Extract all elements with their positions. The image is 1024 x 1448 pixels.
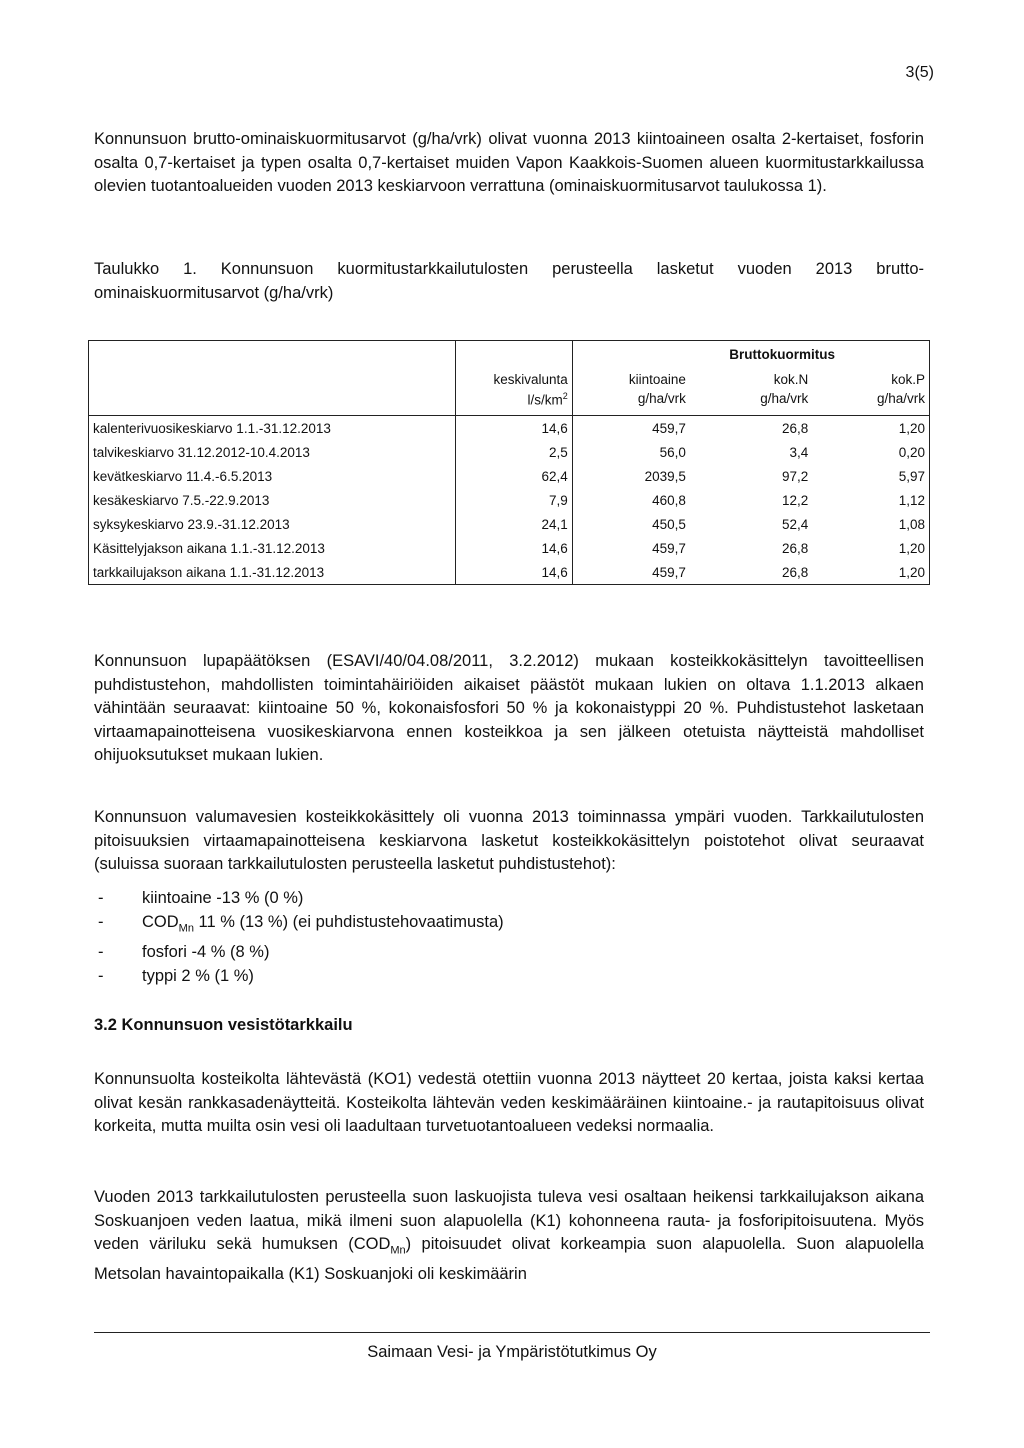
table-row <box>89 560 930 585</box>
table-cell: 26,8 <box>782 420 809 436</box>
table-group-header-row <box>89 341 930 368</box>
table-cell: 450,5 <box>572 512 690 536</box>
intro-paragraph: Konnunsuon brutto-ominaiskuormitusarvot (g/ha/vrk) olivat vuonna 2013 kiintoaineen osalta 2-kertaiset, fosforin osalta 0,7-kertaiset ja typen osalta 0,7-kertaiset muiden Vapon Kaakkois-Suomen alueen kuormitustarkkailussa olevien tuotantoalueiden vuoden 2013 keskiarvoon verrattuna (ominaiskuormitusarvot taulukossa 1). <box>94 130 924 195</box>
table-row <box>89 416 930 441</box>
load-table <box>88 340 930 585</box>
row-label: syksykeskiarvo 23.9.-31.12.2013 <box>93 516 290 532</box>
list-item: - typpi 2 % (1 %) <box>98 967 254 986</box>
table-column-header-row <box>89 367 930 391</box>
row-label: kevätkeskiarvo 11.4.-6.5.2013 <box>93 468 273 484</box>
page-number: 3(5) <box>905 64 934 81</box>
table-cell: 459,7 <box>572 560 690 585</box>
table-cell: 0,20 <box>898 444 925 460</box>
table-cell: 460,8 <box>572 488 690 512</box>
column-header: kiintoaine <box>572 367 690 391</box>
table-row <box>89 512 930 536</box>
table-cell: 97,2 <box>782 468 809 484</box>
row-label: kalenterivuosikeskiarvo 1.1.-31.12.2013 <box>93 420 331 436</box>
table-cell: 3,4 <box>789 444 809 460</box>
table-cell: 12,2 <box>782 492 809 508</box>
table-cell: 14,6 <box>455 416 572 441</box>
column-header: keskivalunta <box>455 367 572 391</box>
table-cell: 14,6 <box>455 536 572 560</box>
table-cell: 26,8 <box>782 540 809 556</box>
column-header: kok.P <box>891 371 925 387</box>
table-unit-row <box>89 391 930 416</box>
table-cell: 56,0 <box>572 440 690 464</box>
table-cell: 2039,5 <box>572 464 690 488</box>
group-header: Bruttokuormitus <box>572 341 929 368</box>
unit-label: g/ha/vrk <box>876 391 925 406</box>
unit-label: $l/s/km^2$ <box>455 391 572 416</box>
row-label: kesäkeskiarvo 7.5.-22.9.2013 <box>93 492 270 508</box>
table-cell: 52,4 <box>782 516 809 532</box>
section-heading: 3.2 Konnunsuon vesistötarkkailu <box>94 1016 353 1034</box>
table-cell: 1,20 <box>812 560 929 585</box>
vesisto-paragraph: Konnunsuolta kosteikolta lähtevästä (KO1) vedestä otettiin vuonna 2013 näytteet 20 kertaa, joista kaksi kertaa olivat kesän rankkasadenäytteitä. Kosteikolta lähtevän veden keskimääräinen kiintoaine.- ja rautapitoisuus olivat korkeita, mutta muilta osin vesi oli laadultaan turvetuotantoalueen vedeksi normaalia. <box>94 1070 924 1135</box>
results-list <box>94 886 504 988</box>
unit-label: g/ha/vrk <box>760 391 809 406</box>
table-cell: 459,7 <box>572 416 690 441</box>
wetland-paragraph: Konnunsuon valumavesien kosteikkokäsittely oli vuonna 2013 toiminnassa ympäri vuoden. Tarkkailutulosten pitoisuuksien virtaamapainotteisena keskiarvona lasketut kosteikkokäsittelyn poistotehot olivat seuraavat (suluissa suoraan tarkkailutulosten perusteella lasketut puhdistustehot): <box>94 808 924 873</box>
footer-company: Saimaan Vesi- ja Ympäristötutkimus Oy <box>367 1343 657 1361</box>
table-row <box>89 464 930 488</box>
table-cell: 1,20 <box>898 420 925 436</box>
footer-divider <box>94 1332 930 1333</box>
row-label: Käsittelyjakson aikana 1.1.-31.12.2013 <box>93 540 325 556</box>
table-cell: 62,4 <box>455 464 572 488</box>
table-cell: 1,08 <box>898 516 925 532</box>
unit-label: g/ha/vrk <box>572 391 690 416</box>
list-item: - fosfori -4 % (8 %) <box>98 943 270 962</box>
row-label: tarkkailujakson aikana 1.1.-31.12.2013 <box>89 560 456 585</box>
table-caption: Taulukko 1. Konnunsuon kuormitustarkkailutulosten perusteella lasketut vuoden 2013 brutto-ominaiskuormitusarvot (g/ha/vrk) <box>94 260 924 302</box>
row-label: talvikeskiarvo 31.12.2012-10.4.2013 <box>93 444 310 460</box>
list-item: - kiintoaine -13 % (0 %) <box>98 889 304 907</box>
list-item: - $COD_{Mn}$ 11 % (13 %) (ei puhdistustehovaatimusta) <box>98 913 504 935</box>
table-row <box>89 440 930 464</box>
table-cell: 14,6 <box>455 560 572 585</box>
table-row <box>89 488 930 512</box>
table-cell: 2,5 <box>455 440 572 464</box>
table-cell: 1,20 <box>898 540 925 556</box>
table-cell: 459,7 <box>572 536 690 560</box>
table-cell: 26,8 <box>690 560 812 585</box>
observation-paragraph: Vuoden 2013 tarkkailutulosten perusteella suon laskuojista tuleva vesi osaltaan heikensi tarkkailujakson aikana Soskuanjoen veden laatua, mikä ilmeni suon alapuolella (K1) kohonneena rauta- ja fosforipitoisuutena. Myös veden väriluku sekä humuksen $(COD_{Mn})$ pitoisuudet olivat korkeampia suon alapuolella. Suon alapuolella Metsolan havaintopaikalla (K1) Soskuanjoki oli keskimäärin <box>94 1188 924 1283</box>
permit-paragraph: Konnunsuon lupapäätöksen (ESAVI/40/04.08/2011, 3.2.2012) mukaan kosteikkokäsittelyn tavoitteellisen puhdistustehon, mahdollisten toimintahäiriöiden aikaiset päästöt mukaan lukien on oltava 1.1.2013 alkaen vähintään seuraavat: kiintoaine 50 %, kokonaisfosfori 50 % ja kokonaistyppi 20 %. Puhdistustehot lasketaan virtaamapainotteisena vuosikeskiarvona ennen kosteikkoa ja sen jälkeen otetuista näytteistä mahdolliset ohijuoksutukset mukaan lukien. <box>94 652 924 764</box>
table-cell: 7,9 <box>455 488 572 512</box>
table-row <box>89 536 930 560</box>
table-cell: 24,1 <box>455 512 572 536</box>
column-header: kok.N <box>773 371 809 387</box>
table-cell: 1,12 <box>898 492 925 508</box>
table-cell: 5,97 <box>898 468 925 484</box>
